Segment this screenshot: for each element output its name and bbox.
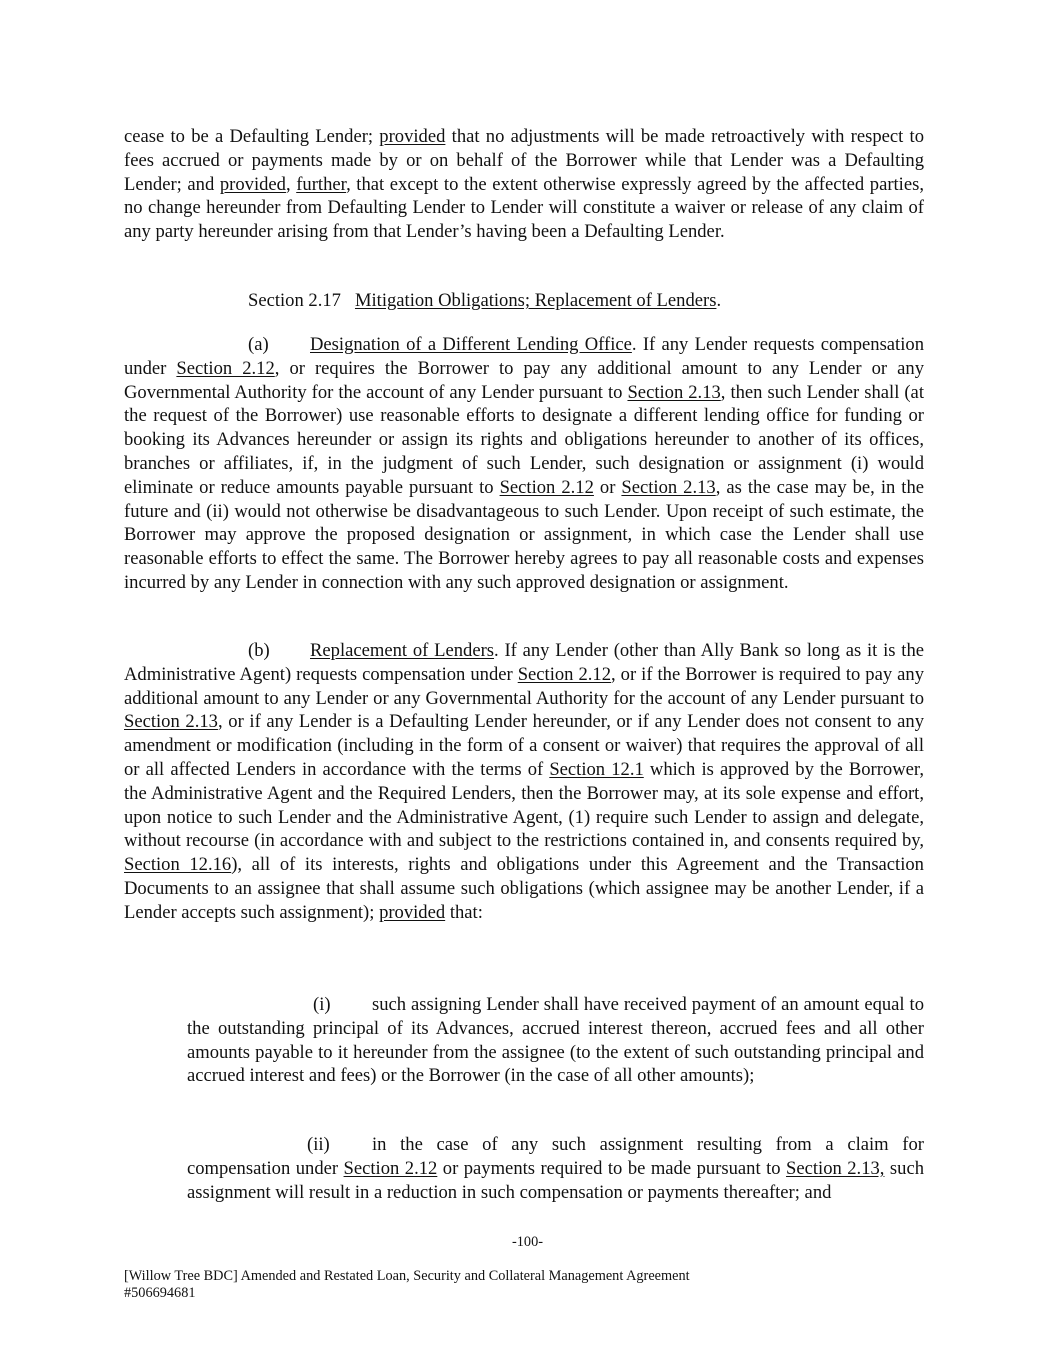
underlined-term: further bbox=[296, 173, 347, 195]
text-run: , or requires the Borrower to pay any additional amount to any Lender or any Governmental Authority for the account of any Lender pursuant to bbox=[124, 357, 924, 403]
subclause-label: (ii) bbox=[307, 1134, 330, 1155]
text-run: which is approved by the Borrower, the Administrative Agent and the Required Lenders, then the Borrower may, at its sole expense and effort, upon notice to such Lender and the Administrative Agent, (1) require such Lender to assign and delegate, without recourse (in accordance with and subject to the restrictions contained in, and consents required by, bbox=[124, 758, 924, 852]
subclause-i bbox=[187, 993, 924, 1088]
continuation-paragraph bbox=[124, 125, 924, 244]
section-reference: Section 2.12 bbox=[499, 476, 594, 498]
underlined-term: provided bbox=[379, 126, 446, 147]
paragraph-a bbox=[124, 333, 924, 595]
section-reference: Section 2.13 bbox=[621, 476, 716, 498]
section-number: Section 2.17 bbox=[248, 290, 341, 311]
text-run: , bbox=[285, 173, 297, 195]
text-run: , that except to the extent otherwise expressly agreed by the affected parties, no change hereunder from Defaulting Lender to Lender will constitute a waiver or release of any claim of any party hereunder arising from that Lender’s having been a Defaulting Lender. bbox=[124, 173, 924, 243]
text-run: , or if the Borrower is required to pay any additional amount to any Lender or any Governmental Authority for the account of any Lender pursuant to bbox=[124, 663, 924, 709]
text-run: , as the case may be, in the future and (ii) would not otherwise be disadvantageous to such Lender. Upon receipt of such estimate, the Borrower may approve the proposed designation or assignment, in which case the Lender shall use reasonable efforts to effect the same. The Borrower hereby agrees to pay all reasonable costs and expenses incurred by any Lender in connection with any such approved designation or assignment. bbox=[124, 476, 925, 593]
underlined-term: provided bbox=[219, 173, 286, 195]
text-run: . If any Lender requests compensation under bbox=[124, 334, 924, 379]
text-run: or bbox=[593, 476, 622, 498]
section-title-period: . bbox=[716, 290, 722, 311]
text-run: or payments required to be made pursuant to bbox=[437, 1157, 787, 1179]
subclause-label: (i) bbox=[313, 994, 331, 1015]
text-run: such assignment will result in a reduction in such compensation or payments thereafter; and bbox=[187, 1157, 925, 1203]
section-reference: Section 12.1 bbox=[549, 758, 644, 780]
text-run: that: bbox=[445, 901, 483, 923]
section-reference: Section 2.13, bbox=[786, 1157, 885, 1179]
paragraph-title: Replacement of Lenders bbox=[310, 640, 495, 661]
text-run: ), all of its interests, rights and obligations under this Agreement and the Transaction Documents to an assignee that shall assume such obligations (which assignee may be another Lender, if a Lender accepts such assignment); bbox=[124, 854, 924, 923]
text-run: , or if any Lender is a Defaulting Lender hereunder, or if any Lender does not consent to any amendment or modification (including in the form of a consent or waiver) that requires the approval of all or all affected Lenders in accordance with the terms of bbox=[124, 711, 924, 780]
paragraph-b bbox=[124, 639, 924, 925]
section-reference: Section 2.12 bbox=[343, 1157, 438, 1179]
footer-document-id: #506694681 bbox=[124, 1285, 196, 1301]
section-reference: Section 2.12 bbox=[517, 663, 612, 685]
section-reference: Section 2.12 bbox=[176, 357, 275, 379]
text-run: in the case of any such assignment resulting from a claim for compensation under bbox=[187, 1134, 924, 1179]
paragraph-title: Designation of a Different Lending Office bbox=[310, 334, 632, 355]
section-heading bbox=[248, 289, 721, 313]
paragraph-label: (b) bbox=[248, 640, 270, 661]
text-run: , then such Lender shall (at the request of the Borrower) use reasonable efforts to designate a different lending office for funding or booking its Advances hereunder or assign its rights and obligations hereunder to another of its offices, branches or affiliates, if, in the judgment of such Lender, such designation or assignment (i) would eliminate or reduce amounts payable pursuant to bbox=[124, 381, 924, 498]
text-run: such assigning Lender shall have received payment of an amount equal to the outstanding principal of its Advances, accrued interest thereon, accrued fees and all other amounts payable to it hereunder from the assignee (to the extent of such outstanding principal and accrued interest and fees) or the Borrower (in the case of all other amounts); bbox=[187, 994, 924, 1087]
footer-title: [Willow Tree BDC] Amended and Restated Loan, Security and Collateral Management Agreement bbox=[124, 1268, 690, 1284]
subclause-ii bbox=[187, 1133, 924, 1204]
text-run: that no adjustments will be made retroactively with respect to fees accrued or payments made by or on behalf of the Borrower while that Lender was a Defaulting Lender; and bbox=[124, 126, 924, 195]
section-title: Mitigation Obligations; Replacement of Lenders bbox=[354, 290, 717, 311]
paragraph-label: (a) bbox=[248, 334, 269, 355]
text-run: . If any Lender (other than Ally Bank so long as it is the Administrative Agent) requests compensation under bbox=[124, 640, 924, 685]
section-reference: Section 2.13 bbox=[124, 711, 218, 733]
page-number: -100- bbox=[512, 1234, 543, 1250]
underlined-term: provided bbox=[379, 901, 446, 923]
text-run: cease to be a Defaulting Lender; bbox=[124, 126, 380, 147]
section-reference: Section 2.13 bbox=[627, 381, 721, 403]
section-reference: Section 12.16 bbox=[124, 854, 232, 876]
